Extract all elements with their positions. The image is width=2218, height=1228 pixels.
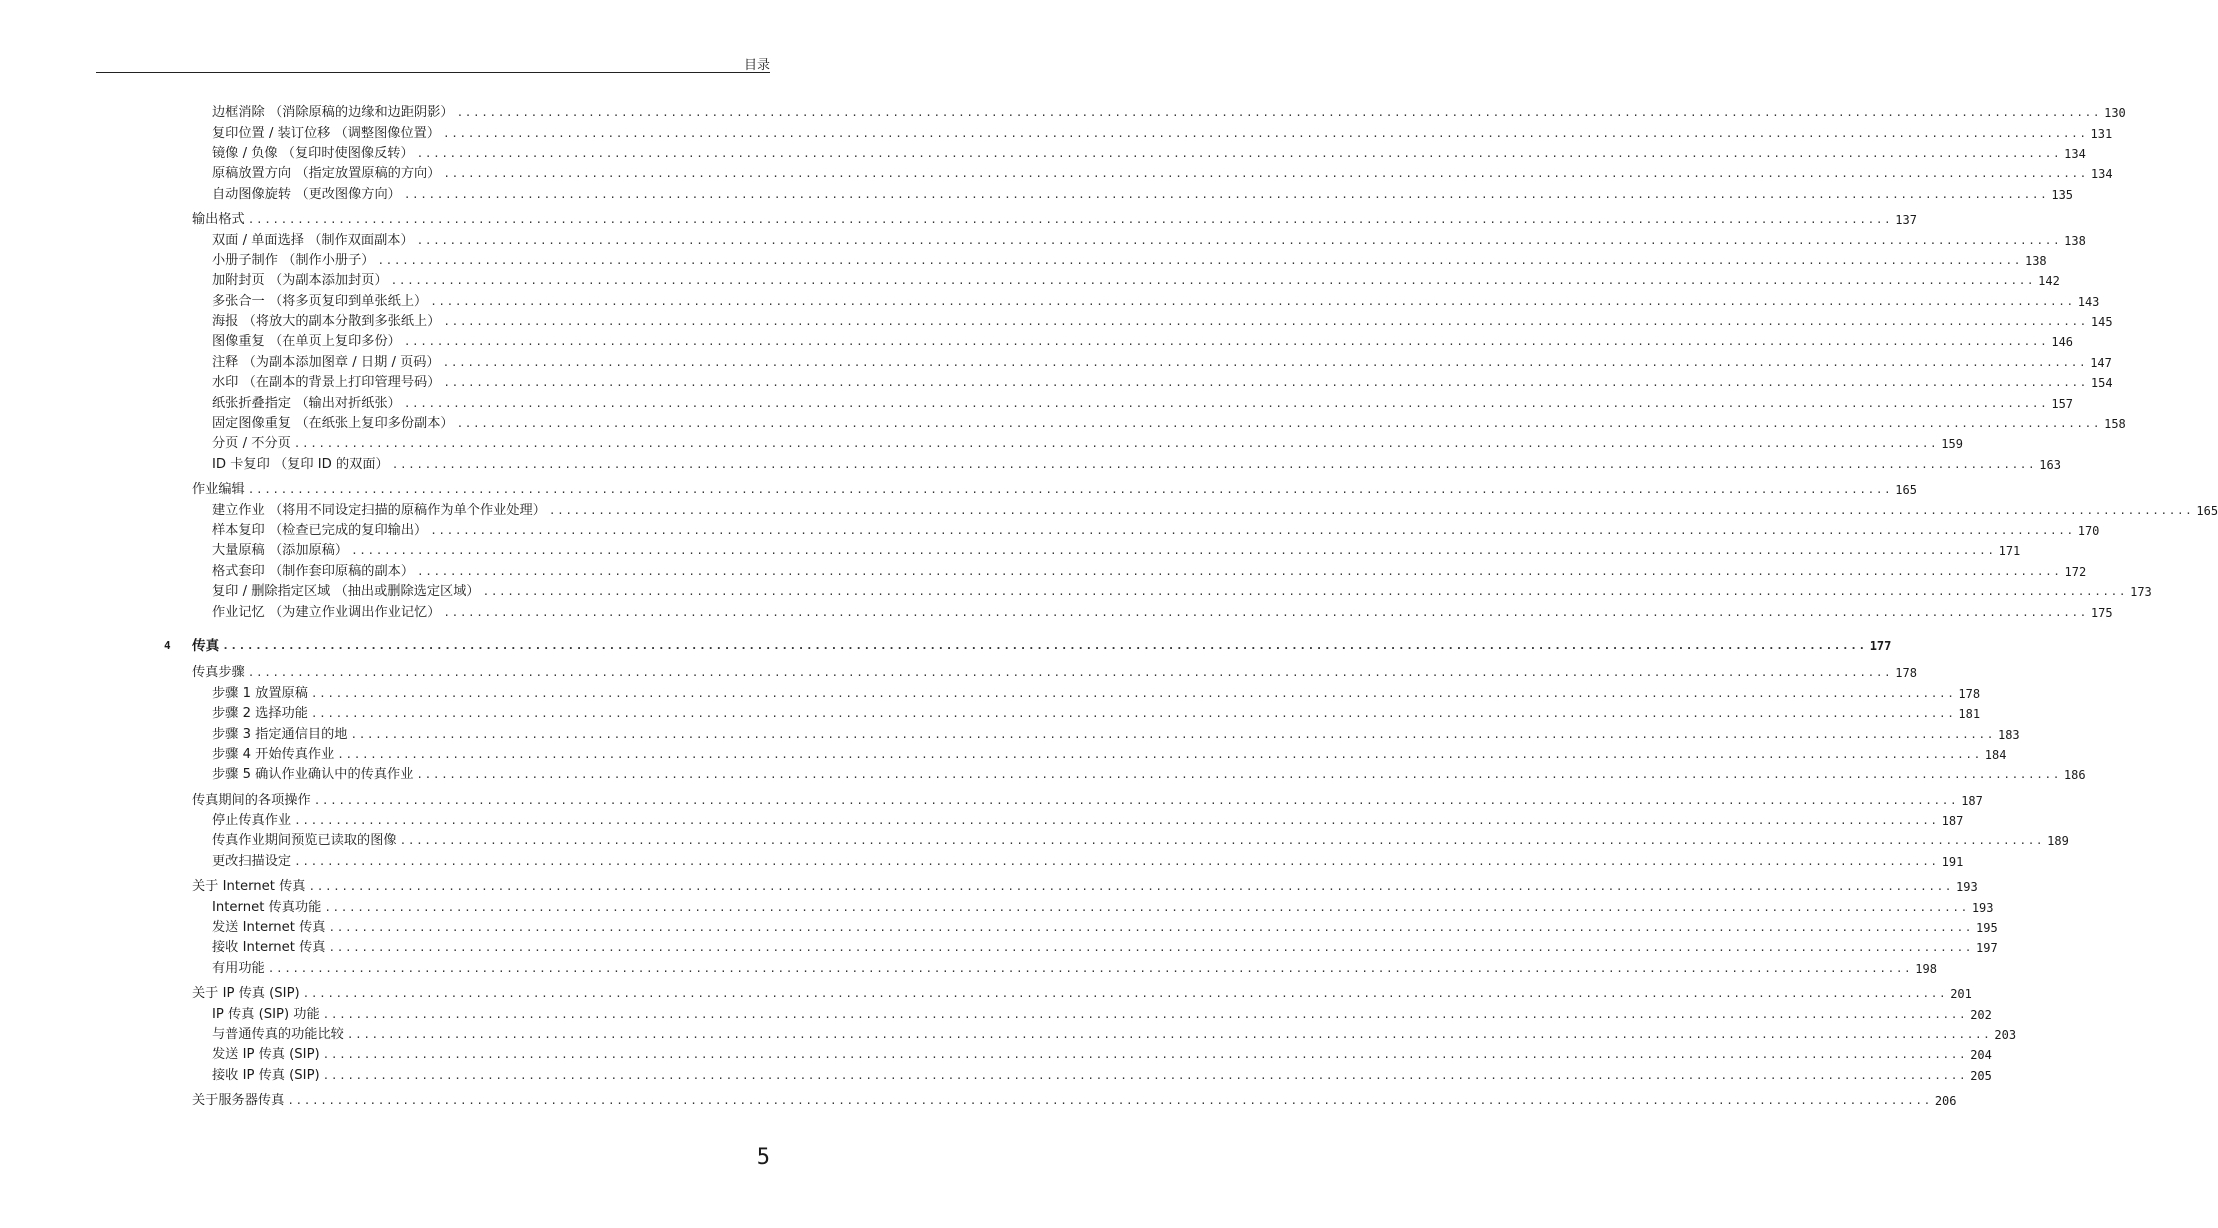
toc-subsection-entry[interactable] [164,852,1964,872]
dot-leader: ........................................................................................................................................................................................................ [403,396,2049,410]
dot-leader: ........................................................................................................................................................................................................ [456,106,2102,120]
toc-page-number: 191 [1941,854,1964,869]
toc-page-number: 159 [1941,437,1963,452]
toc-subsection-entry[interactable] [164,312,2113,332]
toc-page-number: 198 [1915,961,1937,976]
toc-entry-title: 作业编辑 [192,482,245,498]
toc-entry-title: 边框消除 （消除原稿的边缘和边距阴影） [212,105,454,121]
toc-subsection-entry[interactable] [164,500,2218,520]
toc-subsection-entry[interactable] [164,918,1998,938]
toc-entry-title: 纸张折叠指定 （输出对折纸张） [212,395,401,411]
header-title: 目录 [743,58,770,73]
toc-subsection-entry[interactable] [164,164,2113,184]
dot-leader: ........................................................................................................................................................................................................ [308,880,1954,894]
toc-entry-title: 双面 / 单面选择 （制作双面副本） [212,232,414,248]
toc-page-number: 142 [2038,274,2060,289]
toc-subsection-entry[interactable] [164,332,2074,352]
toc-page-number: 177 [1869,638,1892,653]
toc-page-number: 146 [2051,335,2074,350]
toc-subsection-entry[interactable] [164,353,2112,373]
toc-page-number: 134 [2090,167,2113,182]
toc-page-number: 154 [2090,376,2113,391]
toc-subsection-entry[interactable] [164,521,2100,541]
dot-leader: ........................................................................................................................................................................................................ [391,457,2037,471]
toc-subsection-entry[interactable] [164,103,2126,123]
toc-subsection-entry[interactable] [164,1045,1992,1065]
toc-subsection-entry[interactable] [164,704,1981,724]
dot-leader: ........................................................................................................................................................................................................ [293,437,1939,451]
toc-entry-title: ID 卡复印 （复印 ID 的双面） [212,456,389,472]
toc-entry-title: 传真作业期间预览已读取的图像 [212,833,397,849]
toc-entry-title: 镜像 / 负像 （复印时使图像反转） [212,145,414,161]
toc-page-number: 186 [2063,768,2086,783]
toc-entry-title: 传真步骤 [192,665,245,681]
toc-subsection-entry[interactable] [164,292,2100,312]
toc-section-entry[interactable] [164,1091,1957,1111]
dot-leader: ........................................................................................................................................................................................................ [294,854,1939,868]
dot-leader: ........................................................................................................................................................................................................ [399,834,2045,848]
toc-subsection-entry[interactable] [164,185,2074,205]
toc-page-number: 137 [1895,213,1917,228]
toc-page-number: 172 [2064,564,2087,579]
toc-subsection-entry[interactable] [164,811,1964,831]
toc-entry-title: 接收 Internet 传真 [212,940,326,956]
toc-entry-title: 建立作业 （将用不同设定扫描的原稿作为单个作业处理） [212,502,546,518]
chapter-title: 传真 [192,637,220,654]
dot-leader: ........................................................................................................................................................................................................ [328,921,1974,935]
toc-entry-title: 水印 （在副本的背景上打印管理号码） [212,375,441,391]
dot-leader: ........................................................................................................................................................................................................ [247,483,1893,497]
toc-page-number: 183 [1997,727,2020,742]
toc-page-number: 178 [1895,666,1917,681]
toc-page-number: 203 [1994,1027,2017,1042]
toc-subsection-entry[interactable] [164,745,2007,765]
toc-entry-title: 样本复印 （检查已完成的复印输出） [212,523,428,538]
toc-entry-title: 原稿放置方向 （指定放置原稿的方向） [212,166,441,182]
toc-entry-title: 步骤 3 指定通信目的地 [212,726,348,742]
toc-page-number: 205 [1970,1068,1992,1083]
toc-entry-title: 大量原稿 （添加原稿） [212,543,349,559]
toc-chapter-entry[interactable] [164,636,1892,656]
dot-leader: ........................................................................................................................................................................................................ [328,941,1974,955]
toc-entry-title: 小册子制作 （制作小册子） [212,252,375,268]
toc-entry-title: 图像重复 （在单页上复印多份） [212,334,401,350]
dot-leader: ........................................................................................................................................................................................................ [456,417,2102,431]
toc-page-number: 135 [2051,187,2074,202]
toc-entry-title: 固定图像重复 （在纸张上复印多份副本） [212,416,454,432]
dot-leader: ........................................................................................................................................................................................................ [417,564,2062,578]
toc-page-number: 201 [1950,987,1972,1002]
toc-entry-title: 海报 （将放大的副本分散到多张纸上） [212,314,441,330]
dot-leader: ........................................................................................................................................................................................................ [442,355,2088,369]
toc-page-number: 206 [1934,1094,1957,1109]
dot-leader: ........................................................................................................................................................................................................ [302,987,1948,1001]
toc-entry-title: 关于 Internet 传真 [192,879,306,895]
toc-entry-title: 接收 IP 传真 (SIP) [212,1067,320,1083]
toc-page-number: 145 [2090,315,2113,330]
dot-leader: ........................................................................................................................................................................................................ [337,747,1982,761]
toc-entry-title: 步骤 1 放置原稿 [212,685,308,701]
toc-subsection-entry[interactable] [164,1025,2017,1045]
toc-entry-title: 更改扫描设定 [212,853,292,869]
toc-entry-title: Internet 传真功能 [212,899,322,915]
toc-entry-title: 关于服务器传真 [192,1093,285,1109]
toc-page-number: 147 [2090,355,2112,370]
dot-leader: ........................................................................................................................................................................................................ [403,187,2049,201]
toc-section-entry[interactable] [164,663,1917,683]
toc-page-number: 202 [1970,1007,1992,1022]
toc-subsection-entry[interactable] [164,897,1994,917]
toc-section-entry[interactable] [164,210,1917,230]
toc-entry-title: 分页 / 不分页 [212,436,291,452]
toc-subsection-entry[interactable] [164,938,1998,958]
toc-page-number: 138 [2064,233,2086,248]
dot-leader: ........................................................................................................................................................................................................ [416,768,2061,782]
page-number: 5 [756,1145,770,1170]
dot-leader: ........................................................................................................................................................................................................ [430,524,2075,537]
dot-leader: ........................................................................................................................................................................................................ [222,638,1867,652]
toc-subsection-entry[interactable] [164,373,2113,393]
toc-page-number: 134 [2064,146,2086,161]
dot-leader: ........................................................................................................................................................................................................ [377,253,2022,267]
toc-page-number: 165 [1895,483,1917,498]
toc-page-number: 181 [1958,707,1981,722]
toc-subsection-entry[interactable] [164,1066,1992,1086]
dot-leader: ........................................................................................................................................................................................................ [443,315,2088,329]
toc-entry-title: 作业记忆 （为建立作业调出作业记忆） [212,604,441,620]
toc-entry-title: 格式套印 （制作套印原稿的副本） [212,563,415,579]
toc-entry-title: 有用功能 [212,960,265,976]
toc-entry-title: 自动图像旋转 （更改图像方向） [212,186,401,202]
toc-subsection-entry[interactable] [164,959,1937,979]
toc-entry-title: 输出格式 [192,212,245,228]
toc-page-number: 165 [2196,503,2218,518]
toc-subsection-entry[interactable] [164,414,2126,434]
dot-leader: ........................................................................................................................................................................................................ [313,793,1959,807]
toc-entry-title: 发送 IP 传真 (SIP) [212,1047,320,1063]
toc-page-number: 175 [2090,605,2113,620]
toc-subsection-entry[interactable] [164,684,1981,704]
toc-page-number: 193 [1956,880,1978,895]
toc-entry-title: 停止传真作业 [212,813,292,829]
dot-leader: ........................................................................................................................................................................................................ [267,961,1913,975]
toc-page-number: 197 [1976,941,1998,956]
toc-subsection-entry[interactable] [164,455,2061,475]
toc-subsection-entry[interactable] [164,562,2087,582]
toc-entry-title: IP 传真 (SIP) 功能 [212,1006,320,1022]
dot-leader: ........................................................................................................................................................................................................ [430,294,2075,308]
dot-leader: ........................................................................................................................................................................................................ [416,233,2062,247]
toc-section-entry[interactable] [164,877,1978,897]
toc-section-entry[interactable] [164,984,1972,1004]
page-header [96,52,770,73]
toc-entry-title: 复印位置 / 装订位移 （调整图像位置） [212,125,441,141]
toc-section-entry[interactable] [164,791,1983,811]
dot-leader: ........................................................................................................................................................................................................ [322,1068,1968,1082]
toc-page-number: 143 [2077,294,2100,309]
toc-page-number: 204 [1970,1048,1992,1063]
dot-leader: ........................................................................................................................................................................................................ [390,274,2036,288]
toc-page-number: 195 [1976,921,1998,936]
chapter-number: 4 [164,638,171,652]
toc-subsection-entry[interactable] [164,1004,1992,1024]
toc-page-number: 157 [2051,396,2074,411]
toc-entry-title: 与普通传真的功能比较 [212,1026,344,1042]
toc-subsection-entry[interactable] [164,602,2113,622]
toc-entry-title: 关于 IP 传真 (SIP) [192,986,300,1002]
dot-leader: ........................................................................................................................................................................................................ [416,146,2062,160]
dot-leader: ........................................................................................................................................................................................................ [351,544,1996,558]
toc-page-number: 158 [2104,417,2126,432]
toc-entry-title: 步骤 4 开始传真作业 [212,746,335,762]
toc-page-number: 178 [1958,686,1981,701]
toc-page-number: 170 [2077,524,2100,538]
dot-leader: ........................................................................................................................................................................................................ [310,686,1956,700]
toc-subsection-entry[interactable] [164,393,2074,413]
toc-entry-title: 复印 / 删除指定区域 （抽出或删除选定区域） [212,584,480,600]
dot-leader: ........................................................................................................................................................................................................ [324,900,1969,914]
dot-leader: ........................................................................................................................................................................................................ [482,585,2128,599]
toc-entry-title: 传真期间的各项操作 [192,792,311,808]
toc-entry-title: 注释 （为副本添加图章 / 日期 / 页码） [212,354,440,370]
toc-subsection-entry[interactable] [164,251,2047,271]
toc-subsection-entry[interactable] [164,271,2060,291]
toc-page-number: 187 [1961,793,1983,808]
toc-subsection-entry[interactable] [164,123,2113,143]
dot-leader: ........................................................................................................................................................................................................ [310,707,1956,721]
toc-entry-title: 加附封页 （为副本添加封页） [212,273,388,289]
toc-entry-title: 步骤 5 确认作业确认中的传真作业 [212,767,414,783]
dot-leader: ........................................................................................................................................................................................................ [443,126,2088,140]
dot-leader: ........................................................................................................................................................................................................ [403,335,2049,349]
toc-entry-title: 发送 Internet 传真 [212,920,326,936]
dot-leader: ........................................................................................................................................................................................................ [443,167,2088,181]
toc-entry-title: 多张合一 （将多页复印到单张纸上） [212,293,428,309]
toc-subsection-entry[interactable] [164,582,2152,602]
toc-page-number: 130 [2104,106,2126,121]
toc-section-entry[interactable] [164,480,1917,500]
dot-leader: ........................................................................................................................................................................................................ [443,376,2088,390]
toc-subsection-entry[interactable] [164,541,2021,561]
toc-subsection-entry[interactable] [164,434,1963,454]
dot-leader: ........................................................................................................................................................................................................ [247,666,1893,680]
dot-leader: ........................................................................................................................................................................................................ [294,814,1939,828]
dot-leader: ........................................................................................................................................................................................................ [287,1094,1932,1108]
toc-subsection-entry[interactable] [164,765,2086,785]
toc-page-number: 163 [2039,457,2061,472]
dot-leader: ........................................................................................................................................................................................................ [346,1027,1992,1041]
toc-subsection-entry[interactable] [164,144,2086,164]
dot-leader: ........................................................................................................................................................................................................ [548,503,2194,517]
toc-page-number: 131 [2090,126,2113,141]
dot-leader: ........................................................................................................................................................................................................ [322,1007,1968,1021]
toc-subsection-entry[interactable] [164,724,2020,744]
dot-leader: ........................................................................................................................................................................................................ [443,605,2088,619]
toc-page-number: 193 [1971,900,1994,915]
toc-subsection-entry[interactable] [164,230,2086,250]
dot-leader: ........................................................................................................................................................................................................ [350,727,1995,741]
toc-page-number: 189 [2047,834,2069,849]
toc-page-number: 171 [1998,544,2021,559]
toc-subsection-entry[interactable] [164,831,2069,851]
toc-page-number: 187 [1941,814,1964,829]
toc-entry-title: 步骤 2 选择功能 [212,706,308,722]
table-of-contents [164,103,2218,1111]
toc-page-number: 138 [2024,253,2047,268]
dot-leader: ........................................................................................................................................................................................................ [322,1048,1968,1062]
toc-page-number: 184 [1984,747,2007,762]
toc-page-number: 173 [2130,585,2152,600]
dot-leader: ........................................................................................................................................................................................................ [247,213,1893,227]
